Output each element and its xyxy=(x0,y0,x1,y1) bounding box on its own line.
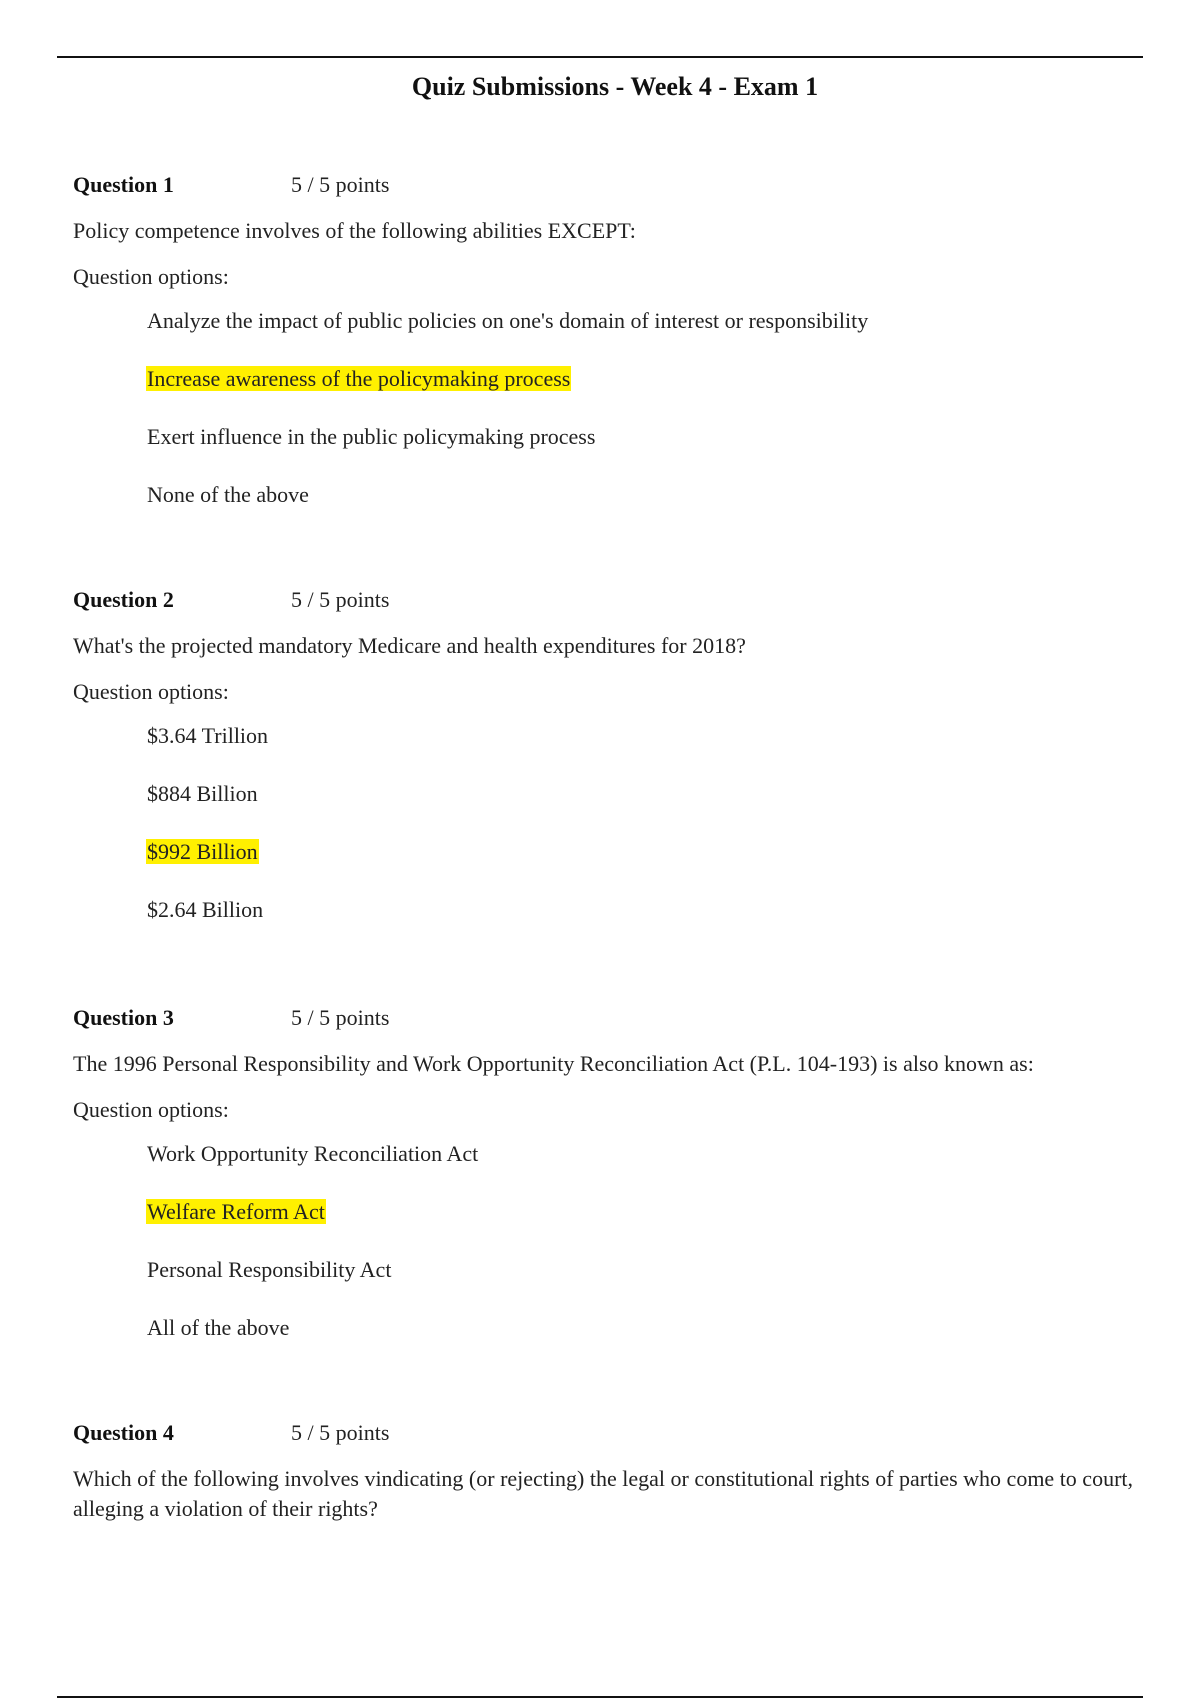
question-text: Policy competence involves of the following abilities EXCEPT: xyxy=(73,218,636,243)
option-text: Work Opportunity Reconciliation Act xyxy=(147,1141,479,1166)
option-text: Increase awareness of the policymaking process xyxy=(147,366,571,391)
question-label: Question 3 xyxy=(73,1005,174,1030)
question-label: Question 4 xyxy=(73,1420,174,1445)
question-label: Question 1 xyxy=(73,172,174,197)
option-text: $884 Billion xyxy=(147,781,258,806)
question-text: The 1996 Personal Responsibility and Work Opportunity Reconciliation Act (P.L. 104-193) is also known as: xyxy=(73,1051,1034,1076)
option-item[interactable] xyxy=(146,1139,1153,1169)
question-options-label: Question options: xyxy=(73,1097,229,1122)
options-list xyxy=(73,306,1153,510)
question-header xyxy=(73,170,1153,200)
question-label: Question 2 xyxy=(73,587,174,612)
option-text: Personal Responsibility Act xyxy=(147,1257,392,1282)
question-points: 5 / 5 points xyxy=(291,1420,390,1445)
option-item[interactable] xyxy=(146,837,1153,867)
question-header xyxy=(73,1003,1153,1033)
question-4 xyxy=(73,1418,1153,1524)
question-2 xyxy=(73,585,1153,953)
question-points: 5 / 5 points xyxy=(291,587,390,612)
question-header xyxy=(73,1418,1153,1448)
question-text: Which of the following involves vindicating (or rejecting) the legal or constitutional rights of parties who come to court, alleging a violation of their rights? xyxy=(73,1466,1134,1521)
option-item[interactable] xyxy=(146,721,1153,751)
bottom-rule xyxy=(57,1696,1143,1698)
question-options-label: Question options: xyxy=(73,679,229,704)
option-text: Exert influence in the public policymaking process xyxy=(147,424,596,449)
option-text: None of the above xyxy=(147,482,309,507)
question-3 xyxy=(73,1003,1153,1371)
option-item[interactable] xyxy=(146,306,1153,336)
option-text: Analyze the impact of public policies on one's domain of interest or responsibility xyxy=(147,308,869,333)
top-rule xyxy=(57,56,1143,58)
option-item[interactable] xyxy=(146,422,1153,452)
question-header xyxy=(73,585,1153,615)
page-title: Quiz Submissions - Week 4 - Exam 1 xyxy=(411,72,819,101)
option-item[interactable] xyxy=(146,1197,1153,1227)
option-text: All of the above xyxy=(147,1315,290,1340)
options-list xyxy=(73,721,1153,925)
option-text: Welfare Reform Act xyxy=(147,1199,325,1224)
option-text: $992 Billion xyxy=(147,839,258,864)
option-item[interactable] xyxy=(146,364,1153,394)
option-item[interactable] xyxy=(146,779,1153,809)
question-1 xyxy=(73,170,1153,538)
option-item[interactable] xyxy=(146,1313,1153,1343)
option-item[interactable] xyxy=(146,895,1153,925)
question-points: 5 / 5 points xyxy=(291,172,390,197)
option-item[interactable] xyxy=(146,480,1153,510)
question-options-label: Question options: xyxy=(73,264,229,289)
question-text: What's the projected mandatory Medicare and health expenditures for 2018? xyxy=(73,633,746,658)
question-points: 5 / 5 points xyxy=(291,1005,390,1030)
option-text: $3.64 Trillion xyxy=(147,723,269,748)
options-list xyxy=(73,1139,1153,1343)
option-text: $2.64 Billion xyxy=(147,897,264,922)
option-item[interactable] xyxy=(146,1255,1153,1285)
